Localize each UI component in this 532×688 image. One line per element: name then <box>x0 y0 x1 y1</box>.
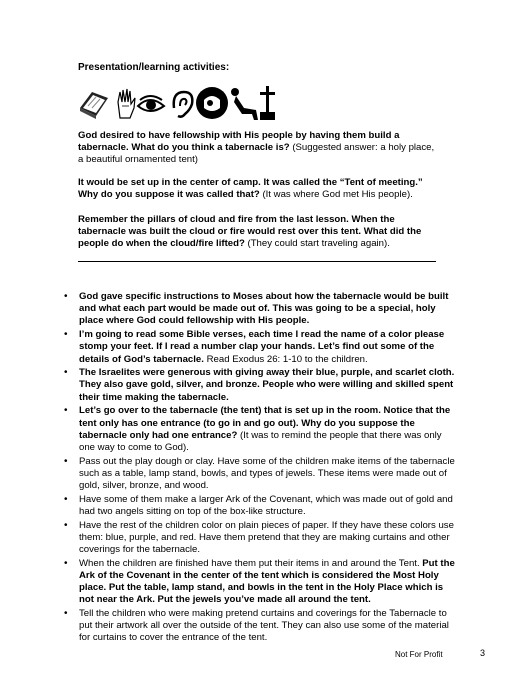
list-item <box>64 494 456 518</box>
paragraph-bold-text: It would be set up in the center of camp. It was called the “Tent of meeting.” Why do you suppose it was called that? <box>78 177 423 201</box>
activity-bullet-list <box>64 291 456 646</box>
list-item <box>64 558 456 607</box>
paragraph-bold-text: Remember the pillars of cloud and fire from the last lesson. When the tabernacle was built the cloud or fire would rest over this tent. What did the people do when the cloud/fire lifted? <box>78 214 422 250</box>
list-item <box>64 520 456 557</box>
paragraph-tabernacle-question <box>78 130 436 167</box>
bullet-text: Have some of them make a larger Ark of the Covenant, which was made out of gold and had two angels sitting on top of the box-like structure. <box>79 493 453 517</box>
cross-icon <box>260 86 275 120</box>
page-number: 3 <box>480 648 486 658</box>
bullet-text: Have the rest of the children color on plain pieces of paper. If they have these colors use them: blue, purple, and red. Have them pretend that they are making curtains and other coverings for the tabernacle. <box>79 519 454 556</box>
bullet-bold-text: God gave specific instructions to Moses about how the tabernacle would be built and what each part would be made out of. This was going to be a special, holy place where God could fellowship with His people. <box>79 291 449 327</box>
kneeling-figure-icon <box>231 88 258 120</box>
bullet-text: (It was to remind the people that there was only one way to come to God). <box>79 429 442 453</box>
paragraph-answer-text: (Suggested answer: a holy place, a beautiful ornamented tent) <box>78 142 435 166</box>
footer-note: Not For Profit <box>395 650 443 659</box>
bullet-bold-text: Let’s go over to the tabernacle (the tent) that is set up in the room. Notice that the tent only has one entrance (to go in and go out). Why do you suppose the tabernacle only had one entrance? <box>79 405 451 441</box>
paragraph-answer-text: (It was where God met His people). <box>259 189 413 201</box>
list-item <box>64 367 456 404</box>
list-item <box>64 405 456 454</box>
ear-icon <box>174 92 193 117</box>
list-item <box>64 329 456 366</box>
bullet-text: Tell the children who were making pretend curtains and coverings for the Tabernacle to put their artwork all over the outside of the tent. They can also use some of the material for curtains to cover the entrance of the tent. <box>79 608 449 644</box>
paragraph-cloud-fire <box>78 214 436 251</box>
bible-icon <box>80 92 108 119</box>
paragraph-bold-text: God desired to have fellowship with His people by having them build a tabernacle. What do you think a tabernacle is? <box>78 130 400 154</box>
list-item <box>64 608 456 645</box>
hand-icon <box>118 89 135 118</box>
paragraph-tent-of-meeting <box>78 177 436 201</box>
learning-icons-strip <box>78 82 278 124</box>
list-item <box>64 291 456 328</box>
section-heading: Presentation/learning activities: <box>78 62 230 73</box>
horizontal-divider <box>78 261 436 262</box>
bullet-text: When the children are finished have them put their items in and around the Tent. <box>79 557 420 569</box>
list-item <box>64 456 456 493</box>
bullet-bold-text-2: Put the Ark of the Covenant in the center of the tent which is considered the Most Holy place. Put the table, lamp stand, and bowls in the tent in the Holy Place which is not near the Ark. Put the jewels you’ve made all around the tent. <box>79 557 455 606</box>
bullet-bold-text: The Israelites were generous with giving away their blue, purple, and scarlet cloth. They also gave gold, silver, and bronze. People who were willing and skilled spent their time making the tabernacle. <box>79 367 455 403</box>
bullet-bold-text: I’m going to read some Bible verses, each time I read the name of a color please stomp your feet. If I read a number clap your hands. Let’s find out some of the details of God’s tabernacle. <box>79 329 445 365</box>
bullet-text: Read Exodus 26: 1-10 to the children. <box>203 353 368 365</box>
eye-icon <box>138 96 164 111</box>
head-icon <box>196 87 228 119</box>
bullet-text: Pass out the play dough or clay. Have some of the children make items of the tabernacle such as a table, lamp stand, bowls, and types of jewels. These items were made out of gold, silver, bronze, and wood. <box>79 455 455 492</box>
paragraph-answer-text: (They could start traveling again). <box>244 238 390 250</box>
